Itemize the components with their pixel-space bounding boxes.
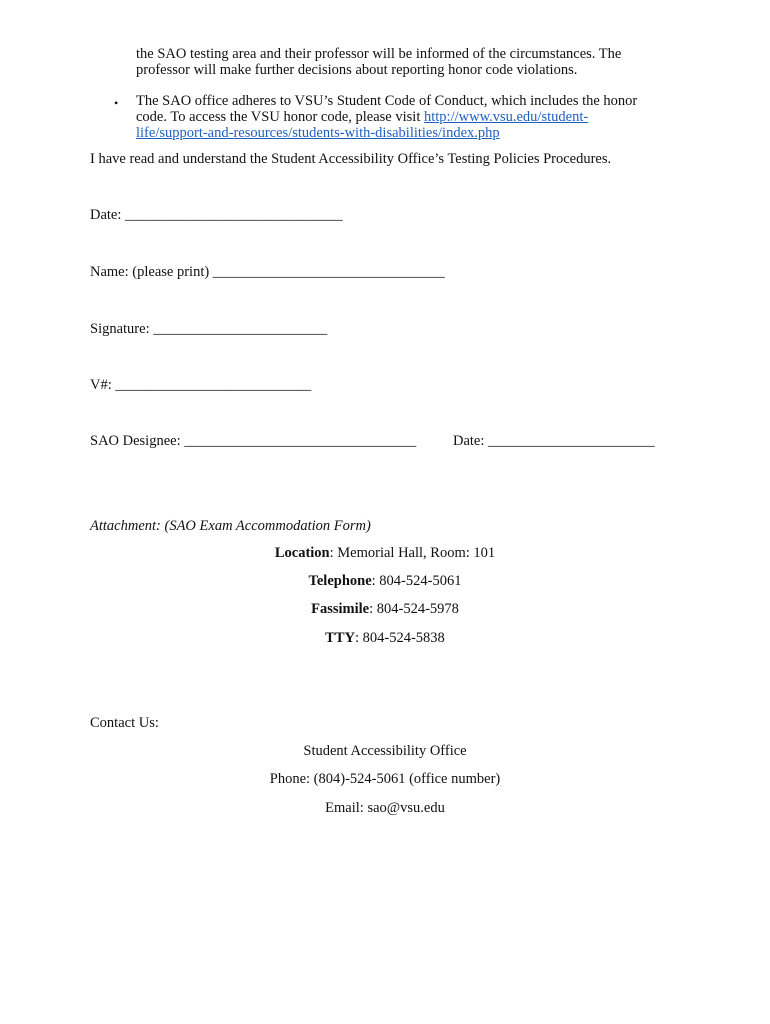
location-value: : Memorial Hall, Room: 101 — [329, 545, 496, 561]
continued-paragraph-line-1: the SAO testing area and their professor will be informed of the circumstances. The — [136, 46, 622, 62]
telephone-line — [0, 573, 770, 589]
telephone-value: : 804-524-5061 — [371, 573, 462, 589]
vnumber-field[interactable]: V#: ___________________________ — [90, 377, 312, 393]
telephone-label: Telephone — [308, 573, 372, 589]
fassimile-line — [0, 601, 770, 617]
location-label: Location — [274, 545, 330, 561]
bullet-line-2 — [136, 109, 588, 125]
bullet-line-2-text: code. To access the VSU honor code, please visit — [136, 109, 424, 125]
tty-value: : 804-524-5838 — [355, 630, 445, 646]
contact-heading: Contact Us: — [90, 715, 159, 731]
continued-paragraph-line-2: professor will make further decisions about reporting honor code violations. — [136, 62, 578, 78]
tty-line — [0, 630, 770, 646]
bullet-marker: • — [114, 96, 119, 110]
honor-code-link-part-1[interactable]: http://www.vsu.edu/student- — [423, 109, 589, 125]
bullet-line-1: The SAO office adheres to VSU’s Student Code of Conduct, which includes the honor — [136, 93, 638, 109]
fassimile-label: Fassimile — [311, 601, 370, 617]
date-field[interactable]: Date: ______________________________ — [90, 207, 343, 223]
contact-phone: Phone: (804)-524-5061 (office number) — [269, 771, 501, 787]
tty-label: TTY — [325, 630, 355, 646]
honor-code-link-part-2[interactable]: life/support-and-resources/students-with-disabilities/index.php — [136, 125, 500, 141]
contact-office: Student Accessibility Office — [303, 743, 467, 759]
designee-date-field[interactable]: Date: _______________________ — [453, 433, 655, 449]
sao-designee-field[interactable]: SAO Designee: ________________________________ — [90, 433, 417, 449]
contact-email: Email: sao@vsu.edu — [325, 800, 445, 816]
attachment-note: Attachment: (SAO Exam Accommodation Form) — [90, 518, 371, 534]
acknowledgement-statement: I have read and understand the Student Accessibility Office’s Testing Policies Procedures. — [90, 151, 612, 167]
fassimile-value: : 804-524-5978 — [369, 601, 459, 617]
bullet-line-3 — [136, 125, 500, 141]
name-field[interactable]: Name: (please print) ________________________________ — [90, 264, 445, 280]
location-line — [0, 545, 770, 561]
signature-field[interactable]: Signature: ________________________ — [90, 321, 328, 337]
